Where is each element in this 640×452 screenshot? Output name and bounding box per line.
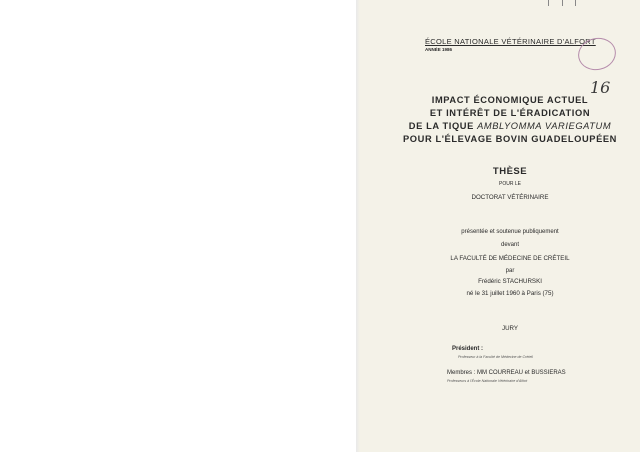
faculte-line: LA FACULTÉ DE MÉDECINE DE CRÉTEIL bbox=[450, 255, 570, 262]
president-role: Professeur à la Faculté de Médecine de Créteil bbox=[458, 355, 533, 359]
these-heading: THÈSE bbox=[492, 166, 528, 177]
title-line-4: POUR L'ÉLEVAGE BOVIN GUADELOUPÉEN bbox=[403, 134, 617, 144]
pour-le: POUR LE bbox=[499, 181, 521, 187]
title-line-3 bbox=[380, 121, 640, 131]
jury-heading: JURY bbox=[501, 325, 519, 332]
devant-line: devant bbox=[500, 242, 519, 248]
president-label: Président : bbox=[452, 346, 484, 352]
title-line-2: ET INTÉRÊT DE L'ÉRADICATION bbox=[429, 108, 591, 118]
scan-tick bbox=[562, 0, 563, 6]
title-line-1: IMPACT ÉCONOMIQUE ACTUEL bbox=[431, 95, 589, 105]
scan-tick bbox=[575, 0, 576, 6]
handwritten-number: 16 bbox=[590, 78, 611, 97]
doctorat: DOCTORAT VÉTÉRINAIRE bbox=[471, 194, 549, 201]
year-label: ANNÉE 1986 bbox=[425, 47, 453, 52]
school-name: ÉCOLE NATIONALE VÉTÉRINAIRE D'ALFORT bbox=[425, 37, 596, 46]
birth-line: né le 31 juillet 1960 à Paris (75) bbox=[466, 290, 554, 297]
author-name: Frédéric STACHURSKI bbox=[478, 278, 542, 285]
membres-line: Membres : MM COURREAU et BUSSIERAS bbox=[447, 370, 566, 376]
presentee-line: présentée et soutenue publiquement bbox=[461, 229, 559, 235]
title-species: AMBLYOMMA VARIEGATUM bbox=[477, 121, 612, 131]
title-line-3-text: DE LA TIQUE bbox=[408, 121, 474, 131]
par-line: par bbox=[505, 268, 515, 274]
membres-role: Professeurs à l'École Nationale Vétérinaire d'Alfort bbox=[447, 379, 528, 383]
scan-tick bbox=[548, 0, 549, 6]
